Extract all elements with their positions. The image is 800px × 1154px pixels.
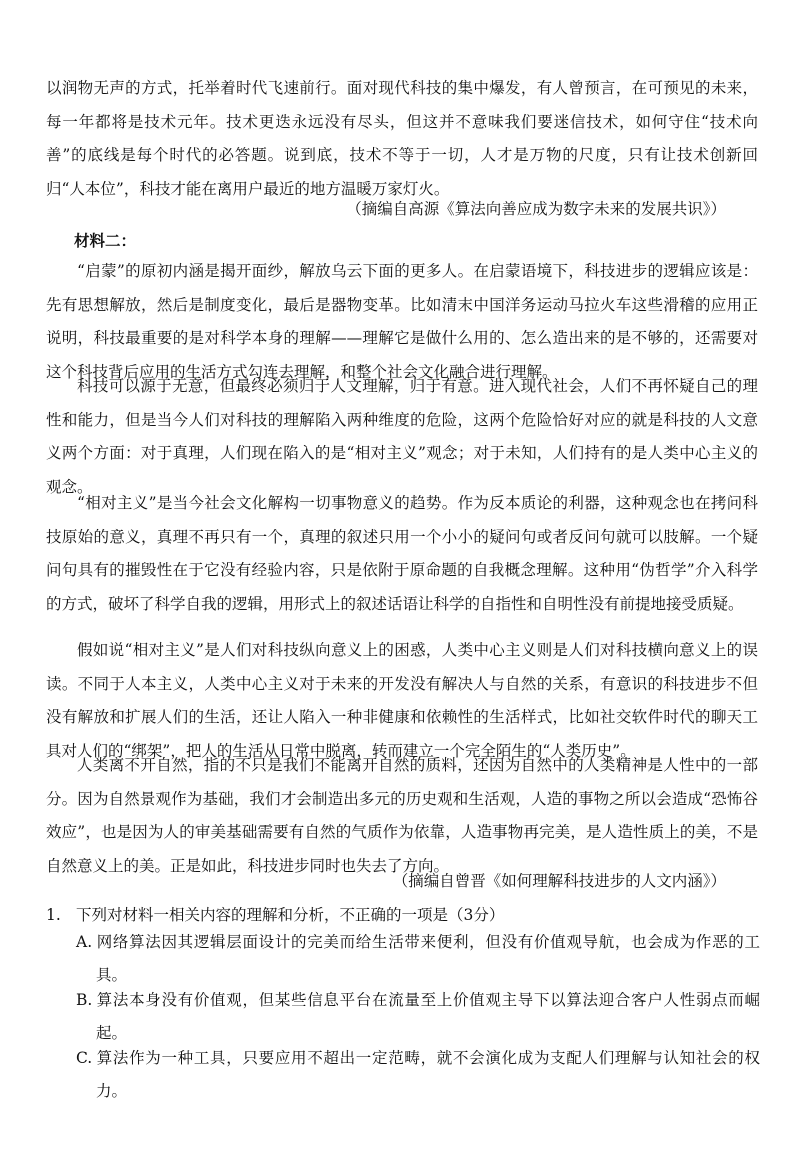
material2-paragraph-5: 人类离不开自然，指的不只是我们不能离开自然的质料，还因为自然中的人类精神是人性中的一部分。因为自然景观作为基础，我们才会制造出多元的历史观和生活观，人造的事物之所以会造成“恐怖谷效应”，也是因为人的审美基础需要有自然的气质作为依靠，人造事物再完美，是人造性质上的美，不是自然意义上的美。正是如此，科技进步同时也失去了方向。: [46, 756, 758, 875]
material2-paragraph-4: 假如说“相对主义”是人们对科技纵向意义上的困惑，人类中心主义则是人们对科技横向意义上的误读。不同于人本主义，人类中心主义对于未来的开发没有解决人与自然的关系，有意识的科技进步不但没有解放和扩展人们的生活，还让人陷入一种非健康和依赖性的生活样式，比如社交软件时代的聊天工具对人们的“绑架”，把人的生活从日常中脱离，转而建立一个完全陌生的“人类历史”。: [46, 641, 758, 760]
material2-heading: 材料二：: [74, 231, 137, 250]
option-a[interactable]: [76, 926, 760, 992]
question-number: 1.: [46, 906, 61, 924]
option-text: 算法作为一种工具，只要应用不超出一定范畴，就不会演化成为支配人们理解与认知社会的权力。: [96, 1049, 760, 1100]
option-letter: B.: [76, 991, 93, 1009]
option-b[interactable]: [76, 984, 760, 1050]
material2-paragraph-1: “启蒙”的原初内涵是揭开面纱，解放乌云下面的更多人。在启蒙语境下，科技进步的逻辑应该是：先有思想解放，然后是制度变化，最后是器物变革。比如清末中国洋务运动马拉火车这些滑稽的应用正说明，科技最重要的是对科学本身的理解——理解它是做什么用的、怎么造出来的是不够的，还需要对这个科技背后应用的生活方式勾连去理解，和整个社会文化融合进行理解。: [46, 262, 758, 381]
material2-paragraph-2: 科技可以源于无意，但最终必须归于人文理解，归于有意。进入现代社会，人们不再怀疑自己的理性和能力，但是当今人们对科技的理解陷入两种维度的危险，这两个危险恰好对应的就是科技的人文意义两个方面：对于真理，人们现在陷入的是“相对主义”观念；对于未知，人们持有的是人类中心主义的观念。: [46, 377, 758, 496]
option-letter: C.: [76, 1049, 93, 1067]
question-stem: 下列对材料一相关内容的理解和分析，不正确的一项是（3分）: [76, 906, 505, 924]
material1-source: （摘编自高源《算法向善应成为数字未来的发展共识》）: [346, 200, 726, 218]
option-text: 网络算法因其逻辑层面设计的完美而给生活带来便利，但没有价值观导航，也会成为作恶的工具。: [96, 933, 760, 984]
option-c[interactable]: [76, 1042, 760, 1108]
material2-paragraph-3: “相对主义”是当今社会文化解构一切事物意义的趋势。作为反本质论的利器，这种观念也在拷问科技原始的意义，真理不再只有一个，真理的叙述只用一个小小的疑问句或者反问句就可以肢解。一个疑问句具有的摧毁性在于它没有经验内容，只是依附于原命题的自我概念理解。这种用“伪哲学”介入科学的方式，破坏了科学自我的逻辑，用形式上的叙述话语让科学的自指性和自明性没有前提地接受质疑。: [46, 494, 758, 613]
option-text: 算法本身没有价值观，但某些信息平台在流量至上价值观主导下以算法迎合客户人性弱点而崛起。: [96, 991, 760, 1042]
material2-source: （摘编自曾晋《如何理解科技进步的人文内涵》）: [392, 872, 726, 890]
option-letter: A.: [76, 933, 93, 951]
material1-continuation: 以润物无声的方式，托举着时代飞速前行。面对现代科技的集中爆发，有人曾预言，在可预见的未来，每一年都将是技术元年。技术更迭永远没有尽头，但这并不意味我们要迷信技术，如何守住“技术向善”的底线是每个时代的必答题。说到底，技术不等于一切，人才是万物的尺度，只有让技术创新回归“人本位”，科技才能在离用户最近的地方温暖万家灯火。: [46, 79, 758, 198]
